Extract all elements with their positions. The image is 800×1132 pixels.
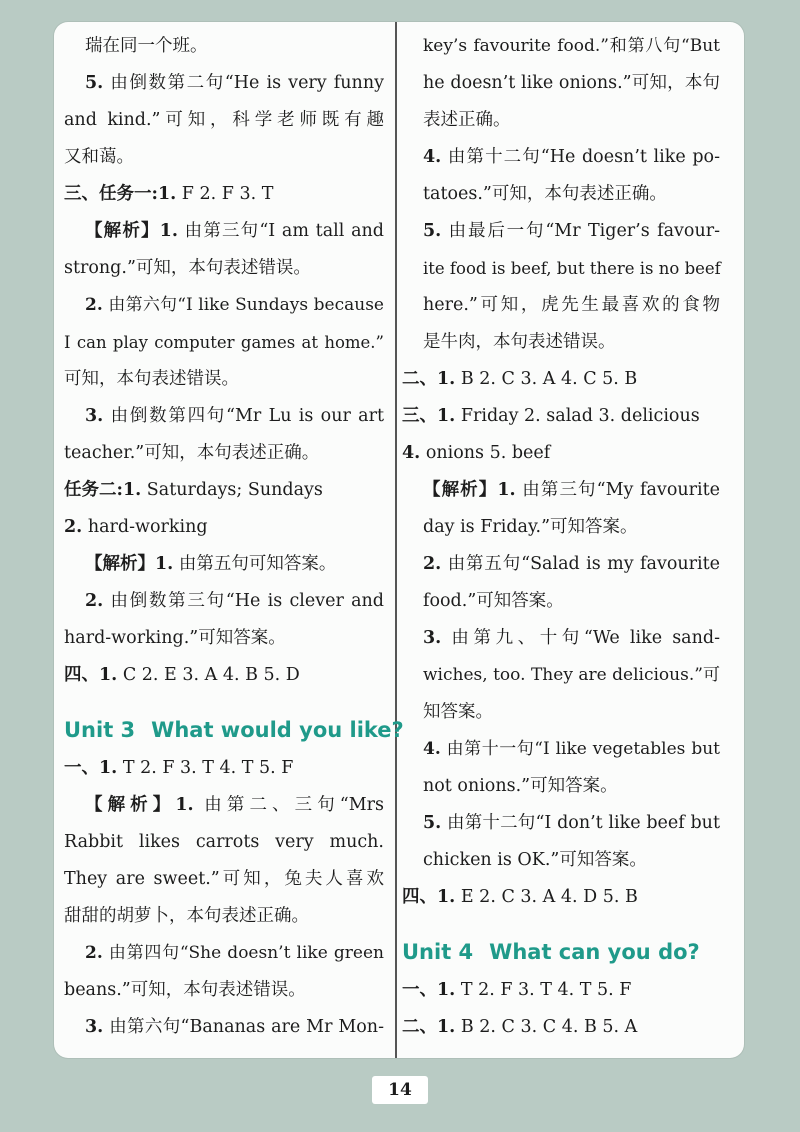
line-text: 由倒数第二句“He is very funny xyxy=(103,73,384,93)
right-column xyxy=(402,28,720,1046)
text-line xyxy=(64,287,384,324)
line-text: here.”可知，虎先生最喜欢的食物 xyxy=(423,295,720,315)
text-line xyxy=(64,750,384,787)
line-text: day is Friday.”可知答案。 xyxy=(423,517,638,537)
item-number: 4. xyxy=(402,443,421,463)
text-line xyxy=(402,694,720,731)
left-column xyxy=(64,28,404,1046)
text-line xyxy=(64,787,384,824)
line-text: Friday 2. salad 3. delicious xyxy=(455,406,700,426)
line-text: hard-working xyxy=(82,517,208,537)
text-line xyxy=(402,731,720,768)
line-text: They are sweet.”可知，兔夫人喜欢 xyxy=(64,869,384,889)
line-text: B 2. C 3. A 4. C 5. B xyxy=(455,369,638,389)
text-line xyxy=(402,213,720,250)
line-text: Saturdays; Sundays xyxy=(141,480,323,500)
item-number: 三、任务一:1. xyxy=(64,184,177,204)
text-line xyxy=(402,435,720,472)
text-line xyxy=(64,972,384,1009)
item-number: 5. xyxy=(423,221,442,241)
heading-spacer xyxy=(402,916,720,928)
item-number: 2. xyxy=(64,517,83,537)
item-number: 3. xyxy=(85,1017,104,1037)
text-line xyxy=(402,324,720,361)
line-text: and kind.”可知，科学老师既有趣 xyxy=(64,110,384,130)
line-text: food.”可知答案。 xyxy=(423,591,564,611)
text-line xyxy=(64,139,384,176)
item-number: 2. xyxy=(85,295,103,315)
line-text: 由第九、十句“We like sand- xyxy=(441,628,720,648)
text-line xyxy=(64,935,384,972)
text-line xyxy=(64,509,384,546)
text-line xyxy=(402,361,720,398)
line-text: Rabbit likes carrots very much. xyxy=(64,832,384,852)
page-number: 14 xyxy=(372,1076,428,1104)
item-number: 2. xyxy=(85,943,103,963)
line-text: 由第三句“I am tall and xyxy=(177,221,384,241)
text-line xyxy=(402,620,720,657)
text-line xyxy=(64,861,384,898)
text-line xyxy=(64,65,384,102)
item-number: 5. xyxy=(85,73,104,93)
column-divider xyxy=(395,22,397,1058)
text-line xyxy=(402,842,720,879)
line-text: 由第二、三句“Mrs xyxy=(193,795,384,815)
line-text: 由倒数第三句“He is clever and xyxy=(103,591,384,611)
item-number: 一、1. xyxy=(402,980,456,1000)
text-line xyxy=(64,546,384,583)
line-text: 由第十二句“I don’t like beef but xyxy=(441,813,720,833)
line-text: E 2. C 3. A 4. D 5. B xyxy=(455,887,638,907)
line-text: strong.”可知，本句表述错误。 xyxy=(64,258,311,278)
unit-title: What can you do? xyxy=(489,940,700,964)
item-number: 一、1. xyxy=(64,758,118,778)
unit-heading xyxy=(402,928,720,972)
text-line xyxy=(64,435,384,472)
item-number: 【解析】1. xyxy=(85,221,178,241)
line-text: I can play computer games at home.” xyxy=(64,333,384,352)
text-line xyxy=(64,176,384,213)
line-text: 由第三句“My favourite xyxy=(515,480,720,500)
line-text: 由第十二句“He doesn’t like po- xyxy=(441,147,720,167)
text-line xyxy=(402,972,720,1009)
item-number: 三、1. xyxy=(402,406,456,426)
text-line xyxy=(64,1009,384,1046)
text-line xyxy=(402,250,720,287)
heading-spacer xyxy=(64,694,384,706)
text-line xyxy=(64,583,384,620)
text-line xyxy=(64,102,384,139)
line-text: not onions.”可知答案。 xyxy=(423,776,618,796)
line-text: 由第四句“She doesn’t like green xyxy=(102,943,384,963)
text-line xyxy=(402,139,720,176)
item-number: 二、1. xyxy=(402,369,456,389)
line-text: 可知，本句表述错误。 xyxy=(64,369,239,389)
unit-number: Unit 3 xyxy=(64,718,136,742)
line-text: 表述正确。 xyxy=(423,110,511,130)
item-number: 3. xyxy=(423,628,442,648)
unit-heading xyxy=(64,706,404,750)
text-line xyxy=(402,287,720,324)
text-line xyxy=(402,65,720,102)
line-text: onions 5. beef xyxy=(420,443,551,463)
text-line xyxy=(402,472,720,509)
line-text: 由第五句可知答案。 xyxy=(173,554,337,574)
item-number: 4. xyxy=(423,147,442,167)
item-number: 四、1. xyxy=(402,887,456,907)
text-line xyxy=(64,324,384,361)
line-text: he doesn’t like onions.”可知，本句 xyxy=(423,73,720,93)
text-line xyxy=(402,657,720,694)
line-text: 甜甜的胡萝卜，本句表述正确。 xyxy=(64,906,309,926)
item-number: 二、1. xyxy=(402,1017,456,1037)
line-text: beans.”可知，本句表述错误。 xyxy=(64,980,306,1000)
item-number: 四、1. xyxy=(64,665,118,685)
line-text: key’s favourite food.”和第八句“But xyxy=(423,36,720,56)
text-line xyxy=(64,28,384,65)
line-text: 由第十一句“I like vegetables but xyxy=(440,739,720,759)
text-line xyxy=(64,898,384,935)
unit-title: What would you like? xyxy=(151,718,404,742)
item-number: 【解析】1. xyxy=(85,554,174,574)
text-line xyxy=(402,583,720,620)
item-number: 4. xyxy=(423,739,441,759)
line-text: 知答案。 xyxy=(423,702,493,722)
text-line xyxy=(64,472,384,509)
text-line xyxy=(402,176,720,213)
line-text: 由第六句“I like Sundays because xyxy=(102,295,384,315)
text-line xyxy=(64,361,384,398)
text-line xyxy=(64,213,384,250)
text-line xyxy=(402,102,720,139)
unit-number: Unit 4 xyxy=(402,940,474,964)
line-text: ite food is beef, but there is no beef xyxy=(423,259,721,278)
line-text: T 2. F 3. T 4. T 5. F xyxy=(117,758,294,778)
text-line xyxy=(402,398,720,435)
item-number: 5. xyxy=(423,813,442,833)
line-text: F 2. F 3. T xyxy=(176,184,274,204)
line-text: chicken is OK.”可知答案。 xyxy=(423,850,647,870)
text-line xyxy=(402,546,720,583)
line-text: 由倒数第四句“Mr Lu is our art xyxy=(103,406,384,426)
item-number: 3. xyxy=(85,406,104,426)
item-number: 【解析】1. xyxy=(423,480,516,500)
text-line xyxy=(64,657,384,694)
text-line xyxy=(64,398,384,435)
line-text: B 2. C 3. C 4. B 5. A xyxy=(455,1017,638,1037)
line-text: C 2. E 3. A 4. B 5. D xyxy=(117,665,300,685)
line-text: wiches, too. They are delicious.”可 xyxy=(423,665,720,685)
line-text: 瑞在同一个班。 xyxy=(85,36,208,56)
line-text: 是牛肉，本句表述错误。 xyxy=(423,332,616,352)
item-number: 任务二:1. xyxy=(64,480,142,500)
line-text: tatoes.”可知，本句表述正确。 xyxy=(423,184,667,204)
text-line xyxy=(64,250,384,287)
line-text: T 2. F 3. T 4. T 5. F xyxy=(455,980,632,1000)
line-text: teacher.”可知，本句表述正确。 xyxy=(64,443,320,463)
line-text: 又和蔼。 xyxy=(64,147,134,167)
item-number: 2. xyxy=(85,591,104,611)
text-line xyxy=(402,879,720,916)
text-line xyxy=(402,768,720,805)
line-text: 由第五句“Salad is my favourite xyxy=(441,554,720,574)
text-line xyxy=(402,1009,720,1046)
item-number: 2. xyxy=(423,554,442,574)
text-line xyxy=(64,620,384,657)
text-line xyxy=(402,28,720,65)
text-line xyxy=(402,805,720,842)
line-text: 由最后一句“Mr Tiger’s favour- xyxy=(441,221,720,241)
text-line xyxy=(64,824,384,861)
line-text: 由第六句“Bananas are Mr Mon- xyxy=(103,1017,384,1037)
text-line xyxy=(402,509,720,546)
line-text: hard-working.”可知答案。 xyxy=(64,628,286,648)
item-number: 【解析】1. xyxy=(85,795,194,815)
